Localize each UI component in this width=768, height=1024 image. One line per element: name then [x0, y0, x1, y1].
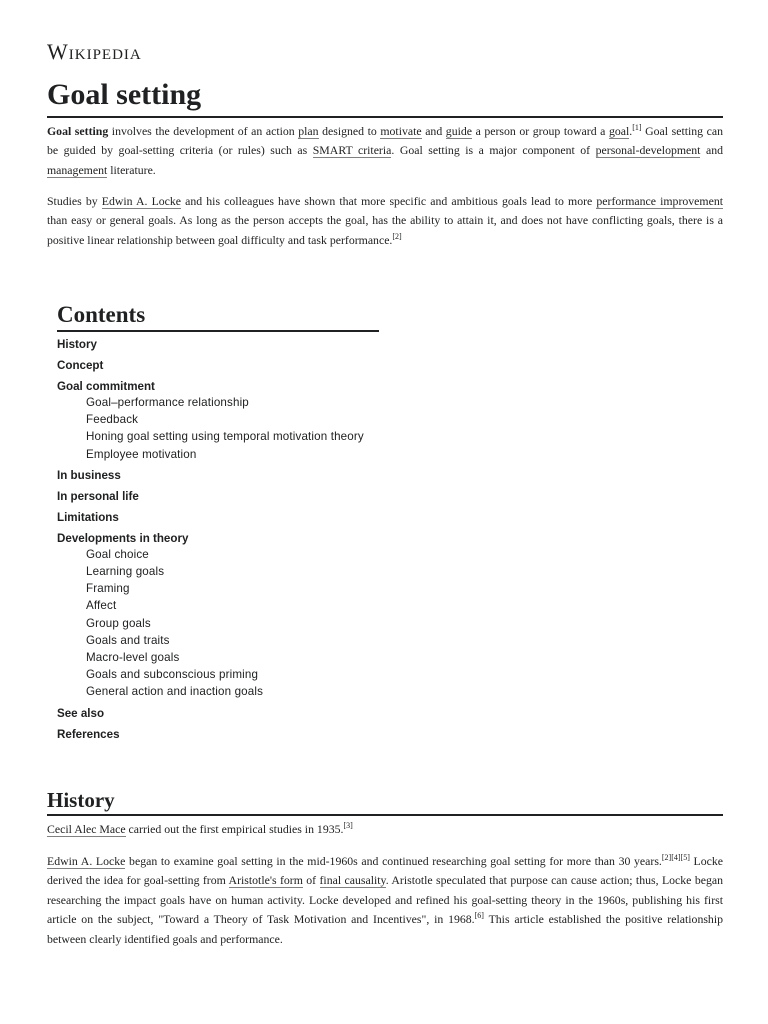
toc-item[interactable]: In personal life: [57, 489, 139, 503]
toc-subitem[interactable]: Learning goals: [86, 565, 165, 579]
ref-6[interactable]: [6]: [474, 911, 484, 921]
toc-subitem[interactable]: Feedback: [86, 413, 139, 427]
toc-subitem[interactable]: Framing: [86, 582, 130, 596]
toc-item[interactable]: References: [57, 727, 120, 741]
lead-term: Goal setting: [47, 124, 109, 138]
link-personal-development[interactable]: personal-development: [595, 143, 701, 158]
link-performance-improvement[interactable]: performance improvement: [596, 194, 723, 208]
intro-paragraph-1: Goal setting involves the development of an action plan designed to motivate and guide a person or group toward a goal.[1] Goal setting can be guided by goal-setting criteria (or rules) such as SMART criteria. Goal setting is a major component of personal-development and management literature.: [47, 123, 723, 177]
toc-subitem[interactable]: Honing goal setting using temporal motivation theory: [86, 430, 364, 444]
toc-subitem[interactable]: Macro-level goals: [86, 651, 180, 665]
toc-subitem[interactable]: Group goals: [86, 616, 151, 630]
link-cecil-alec-mace[interactable]: Cecil Alec Mace: [47, 822, 126, 836]
toc-item[interactable]: Goal commitment: [57, 380, 155, 393]
page-title: Goal setting: [47, 76, 723, 118]
link-edwin-locke[interactable]: Edwin A. Locke: [101, 194, 182, 208]
toc-item[interactable]: In business: [57, 468, 121, 482]
toc-subitem[interactable]: Goals and subconscious priming: [86, 668, 259, 682]
toc-item[interactable]: See also: [57, 706, 105, 720]
toc-item[interactable]: Concept: [57, 359, 104, 372]
history-paragraph-2: Edwin A. Locke began to examine goal setting in the mid-1960s and continued researching goal setting for more than 30 years.[2][4][5] Locke derived the idea for goal-setting from Aristotle's form of final causality. Aristotle speculated that purpose can cause action; thus, Locke began researching the impact goals have on human activity. Locke developed and refined his goal-setting theory in the 1960s, publishing his first article on the subject, "Toward a Theory of Task Motivation and Incentives", in 1968.[6] This article established the positive relationship between clearly identified goals and performance.: [47, 853, 724, 946]
toc-title: Contents: [57, 300, 379, 332]
ref-2[interactable]: [2]: [392, 231, 402, 241]
link-management[interactable]: management: [47, 162, 108, 177]
link-goal[interactable]: goal: [608, 124, 630, 138]
section-heading-history: History: [47, 786, 723, 816]
ref-1[interactable]: [1]: [632, 123, 642, 132]
ref-3[interactable]: [3]: [343, 821, 353, 830]
link-plan[interactable]: plan: [298, 124, 319, 138]
link-final-causality[interactable]: final causality: [319, 873, 386, 888]
toc-item[interactable]: Limitations: [57, 510, 119, 524]
link-smart-criteria[interactable]: SMART criteria: [312, 143, 392, 158]
toc-subitem[interactable]: Goal–performance relationship: [86, 396, 249, 409]
toc-subitem[interactable]: Affect: [86, 599, 117, 613]
link-edwin-locke-2[interactable]: Edwin A. Locke: [47, 854, 126, 868]
link-aristotles-form[interactable]: Aristotle's form: [228, 873, 303, 888]
history-paragraph-1: Cecil Alec Mace carried out the first empirical studies in 1935.[3]: [47, 821, 353, 836]
intro-paragraph-2: Studies by Edwin A. Locke and his colleagues have shown that more specific and ambitious goals lead to more performance improvement than easy or general goals. As long as the person accepts the goal, has the ability to attain it, and does not have conflicting goals, there is a positive linear relationship between goal difficulty and task performance.[2]: [47, 194, 723, 247]
refs-2-4-5[interactable]: [2][4][5]: [661, 853, 690, 862]
link-guide[interactable]: guide: [445, 124, 473, 138]
toc-subitem[interactable]: Goals and traits: [86, 633, 170, 647]
toc-subitem[interactable]: Goal choice: [86, 547, 149, 561]
toc-item[interactable]: History: [57, 338, 97, 351]
toc-subitem[interactable]: General action and inaction goals: [86, 685, 264, 699]
toc-list: [57, 336, 457, 743]
toc-subitem[interactable]: Employee motivation: [86, 447, 197, 461]
wikipedia-logo[interactable]: Wikipedia: [47, 39, 142, 64]
toc-item[interactable]: Developments in theory: [57, 531, 189, 545]
table-of-contents: [57, 300, 457, 743]
link-motivate[interactable]: motivate: [380, 124, 422, 138]
